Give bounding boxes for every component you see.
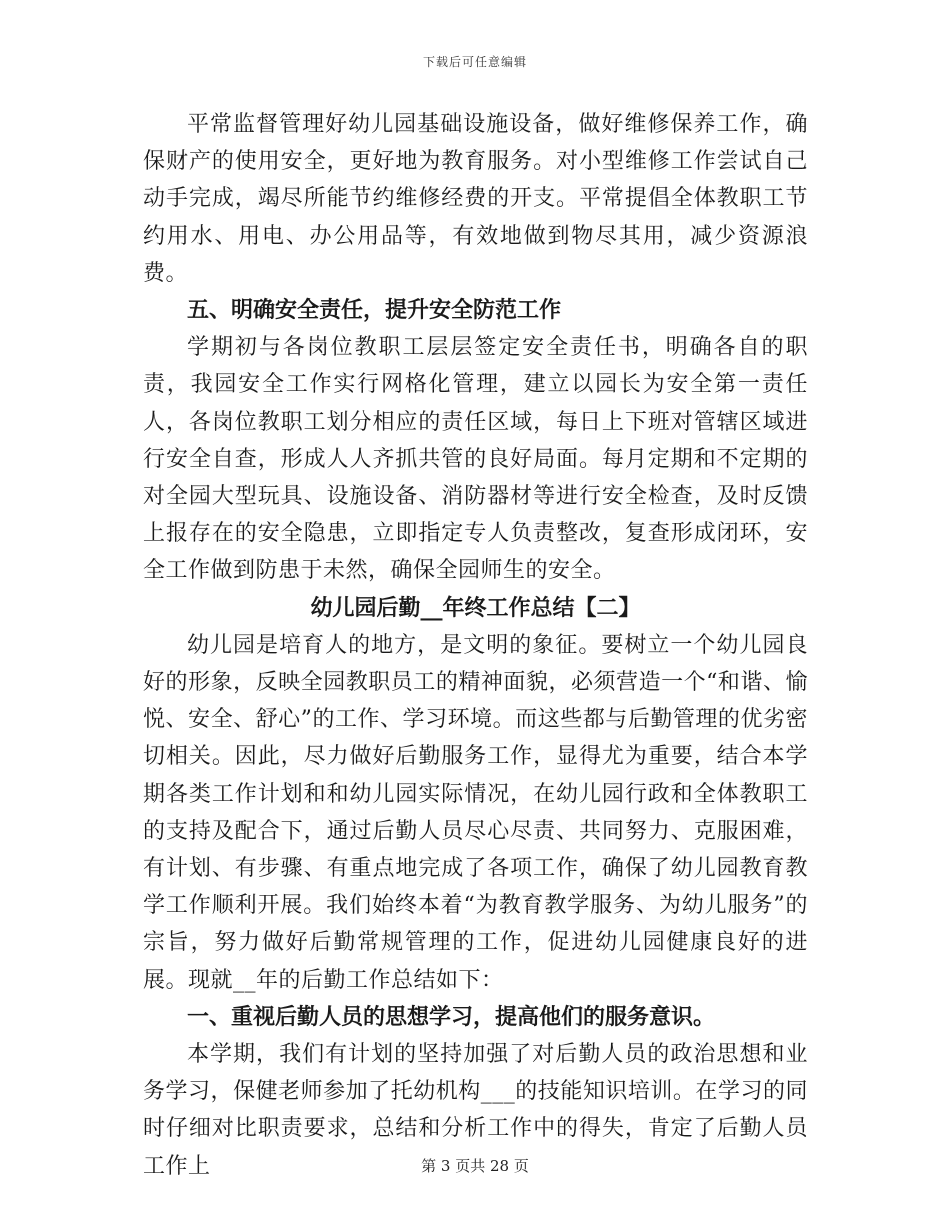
section-heading-staff-learning: 一、重视后勤人员的思想学习，提高他们的服务意识。 <box>187 1003 716 1030</box>
document-body <box>143 106 808 1185</box>
page-header: 下载后可任意编辑 <box>422 55 527 69</box>
paragraph-safety: 学期初与各岗位教职工层层签定安全责任书，明确各自的职责，我园安全工作实行网格化管理，建立以园长为安全第一责任人，各岗位教职工划分相应的责任区域，每日上下班对管辖区域进行安全自查，形成人人齐抓共管的良好局面。每月定期和不定期的对全园大型玩具、设施设备、消防器材等进行安全检查，及时反馈上报存在的安全隐患，立即指定专人负责整改，复查形成闭环，安全工作做到防患于未然，确保全园师生的安全。 <box>143 335 808 584</box>
document-title-part-two: 幼儿园后勤__年终工作总结【二】 <box>310 594 641 621</box>
section-heading-safety: 五、明确安全责任，提升安全防范工作 <box>187 297 562 324</box>
paragraph-intro: 幼儿园是培育人的地方，是文明的象征。要树立一个幼儿园良好的形象，反映全园教职员工的精神面貌，必须营造一个“和谐、愉悦、安全、舒心”的工作、学习环境。而这些都与后勤管理的优劣密切相关。因此，尽力做好后勤服务工作，显得尤为重要，结合本学期各类工作计划和和幼儿园实际情况，在幼儿园行政和全体教职工的支持及配合下，通过后勤人员尽心尽责、共同努力、克服困难，有计划、有步骤、有重点地完成了各项工作，确保了幼儿园教育教学工作顺利开展。我们始终本着“为教育教学服务、为幼儿服务”的宗旨，努力做好后勤常规管理的工作，促进幼儿园健康良好的进展。现就__年的后勤工作总结如下： <box>143 632 808 993</box>
paragraph-facilities: 平常监督管理好幼儿园基础设施设备，做好维修保养工作，确保财产的使用安全，更好地为教育服务。对小型维修工作尝试自己动手完成，竭尽所能节约维修经费的开支。平常提倡全体教职工节约用水、用电、办公用品等，有效地做到物尽其用，减少资源浪费。 <box>143 112 808 286</box>
page-footer: 第 3 页共 28 页 <box>421 1157 529 1175</box>
paragraph-staff-learning: 本学期，我们有计划的坚持加强了对后勤人员的政治思想和业务学习，保健老师参加了托幼机构___的技能知识培训。在学习的同时仔细对比职责要求，总结和分析工作中的得失，肯定了后勤人员工作上 <box>143 1042 808 1179</box>
